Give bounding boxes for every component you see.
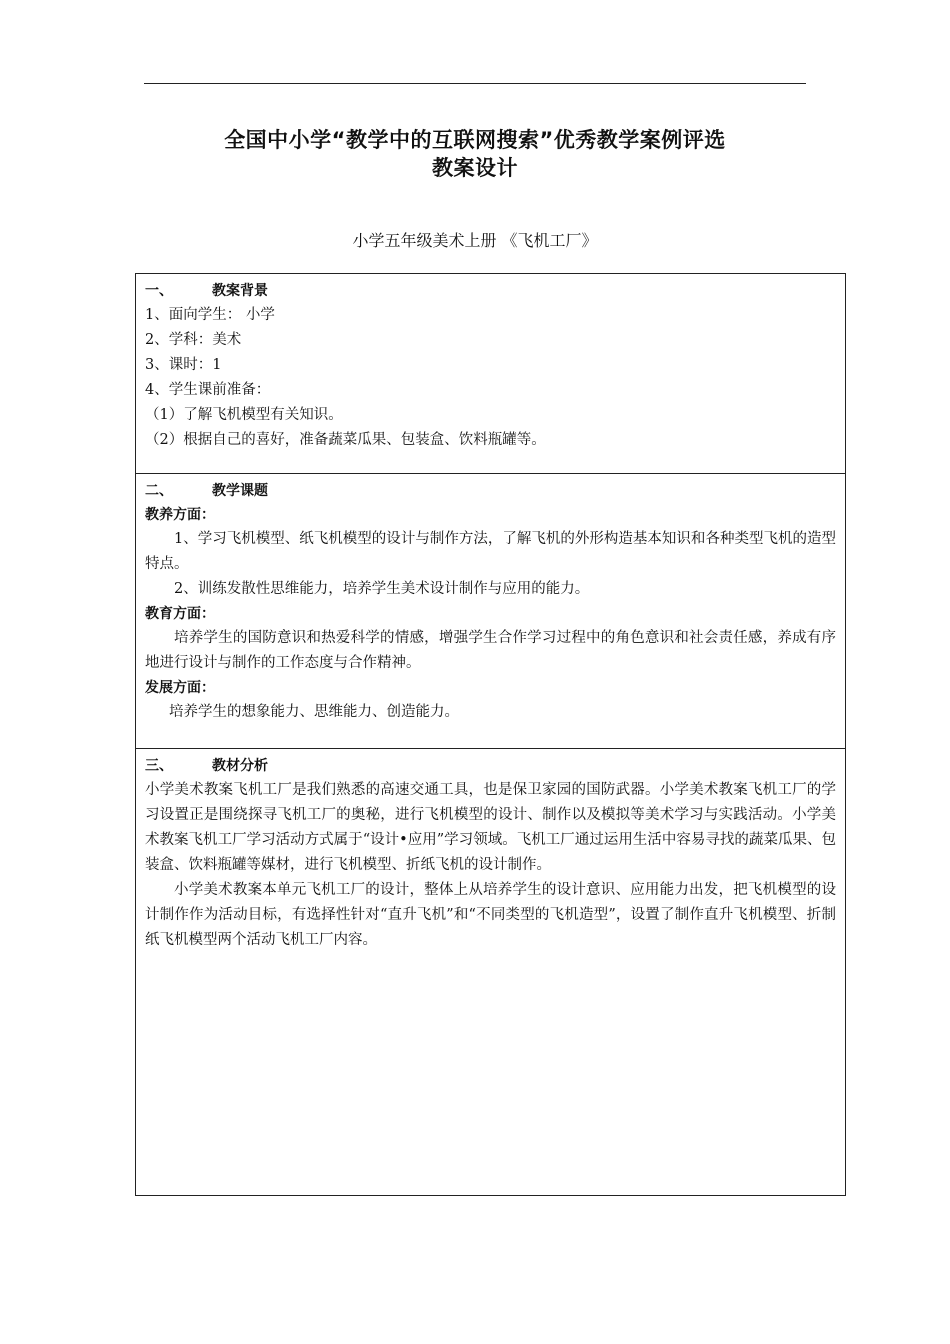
lesson-title: 小学五年级美术上册 《飞机工厂》 xyxy=(352,231,598,250)
section-number: 一、 xyxy=(145,283,173,299)
section-heading xyxy=(145,755,836,777)
section-heading xyxy=(145,280,836,302)
paragraph: 2、训练发散性思维能力，培养学生美术设计制作与应用的能力。 xyxy=(174,581,590,597)
paragraph: 1、学习飞机模型、纸飞机模型的设计与制作方法，了解飞机的外形构造基本知识和各种类型飞机的造型特点。 xyxy=(145,531,836,572)
list-item: 2、学科：美术 xyxy=(145,332,242,348)
section-number: 三、 xyxy=(145,758,173,774)
paragraph: 培养学生的国防意识和热爱科学的情感，增强学生合作学习过程中的角色意识和社会责任感，养成有序地进行设计与制作的工作态度与合作精神。 xyxy=(145,630,836,671)
section-heading xyxy=(145,480,836,502)
section-number: 二、 xyxy=(145,483,173,499)
paragraph: 小学美术教案本单元飞机工厂的设计，整体上从培养学生的设计意识、应用能力出发，把飞机模型的设计制作作为活动目标，有选择性针对“直升飞机”和“不同类型的飞机造型”，设置了制作直升飞机模型、折制纸飞机模型两个活动飞机工厂内容。 xyxy=(145,882,836,948)
header-rule xyxy=(144,83,806,84)
list-item: 4、学生课前准备： xyxy=(145,382,271,398)
section-background xyxy=(136,274,845,474)
document-subtitle-heading: 教案设计 xyxy=(432,156,518,180)
subheading-development: 发展方面： xyxy=(145,680,215,696)
document-title: 全国中小学“教学中的互联网搜索”优秀教学案例评选 xyxy=(224,128,726,152)
section-topic xyxy=(136,474,845,749)
subheading-cultivation: 教养方面： xyxy=(145,507,215,523)
paragraph: 小学美术教案飞机工厂是我们熟悉的高速交通工具，也是保卫家园的国防武器。小学美术教案飞机工厂的学习设置正是围绕探寻飞机工厂的奥秘，进行飞机模型的设计、制作以及模拟等美术学习与实践活动。小学美术教案飞机工厂学习活动方式属于“设计•应用”学习领域。飞机工厂通过运用生活中容易寻找的蔬菜瓜果、包装盒、饮料瓶罐等媒材，进行飞机模型、折纸飞机的设计制作。 xyxy=(145,782,836,873)
section-material-analysis xyxy=(136,749,845,1195)
paragraph: 培养学生的想象能力、思维能力、创造能力。 xyxy=(169,704,459,720)
subheading-education: 教育方面： xyxy=(145,606,215,622)
lesson-plan-table xyxy=(135,273,846,1196)
section-title: 教案背景 xyxy=(212,283,268,299)
list-item: （1）了解飞机模型有关知识。 xyxy=(145,407,343,423)
section-title: 教学课题 xyxy=(212,483,268,499)
section-title: 教材分析 xyxy=(212,758,268,774)
list-item: 1、面向学生： 小学 xyxy=(145,307,275,323)
list-item: （2）根据自己的喜好，准备蔬菜瓜果、包装盒、饮料瓶罐等。 xyxy=(145,432,546,448)
list-item: 3、课时：1 xyxy=(145,357,222,373)
